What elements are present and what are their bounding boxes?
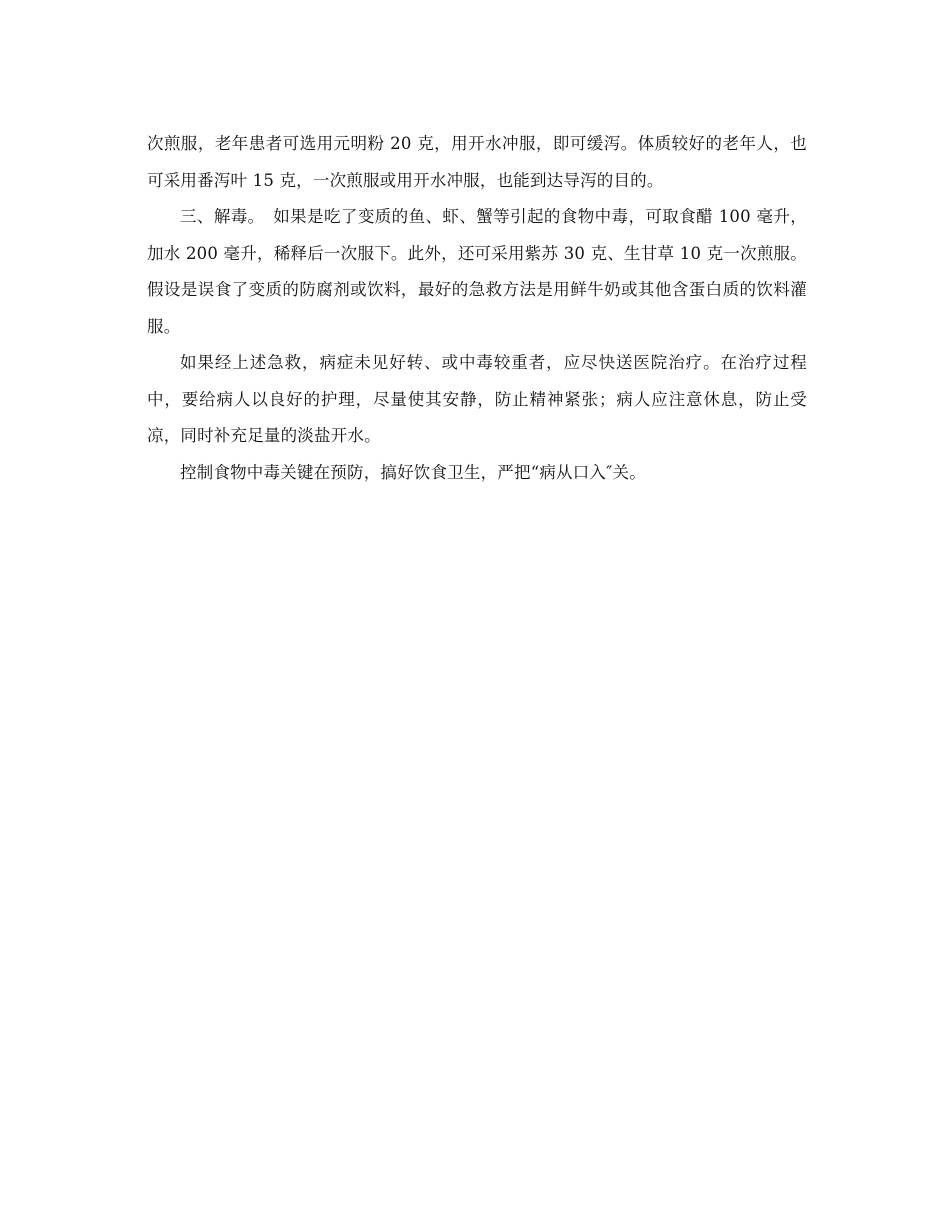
paragraph-detox: 三、解毒。 如果是吃了变质的鱼、虾、蟹等引起的食物中毒，可取食醋 100 毫升，加水 200 毫升，稀释后一次服下。此外，还可采用紫苏 30 克、生甘草 10 克一次煎服。假设是误食了变质的防腐剂或饮料，最好的急救方法是用鲜牛奶或其他含蛋白质的饮料灌服。 (147, 207, 807, 336)
paragraph-prevention: 控制食物中毒关键在预防，搞好饮食卫生，严把“病从口入″关。 (180, 462, 646, 482)
document-body (147, 126, 807, 491)
paragraph-hospital-treatment: 如果经上述急救，病症未见好转、或中毒较重者，应尽快送医院治疗。在治疗过程中，要给病人以良好的护理，尽量使其安静，防止精神紧张；病人应注意休息，防止受凉，同时补充足量的淡盐开水。 (147, 353, 807, 445)
paragraph-continuation: 次煎服，老年患者可选用元明粉 20 克，用开水冲服，即可缓泻。体质较好的老年人，也可采用番泻叶 15 克，一次煎服或用开水冲服，也能到达导泻的目的。 (147, 134, 807, 190)
